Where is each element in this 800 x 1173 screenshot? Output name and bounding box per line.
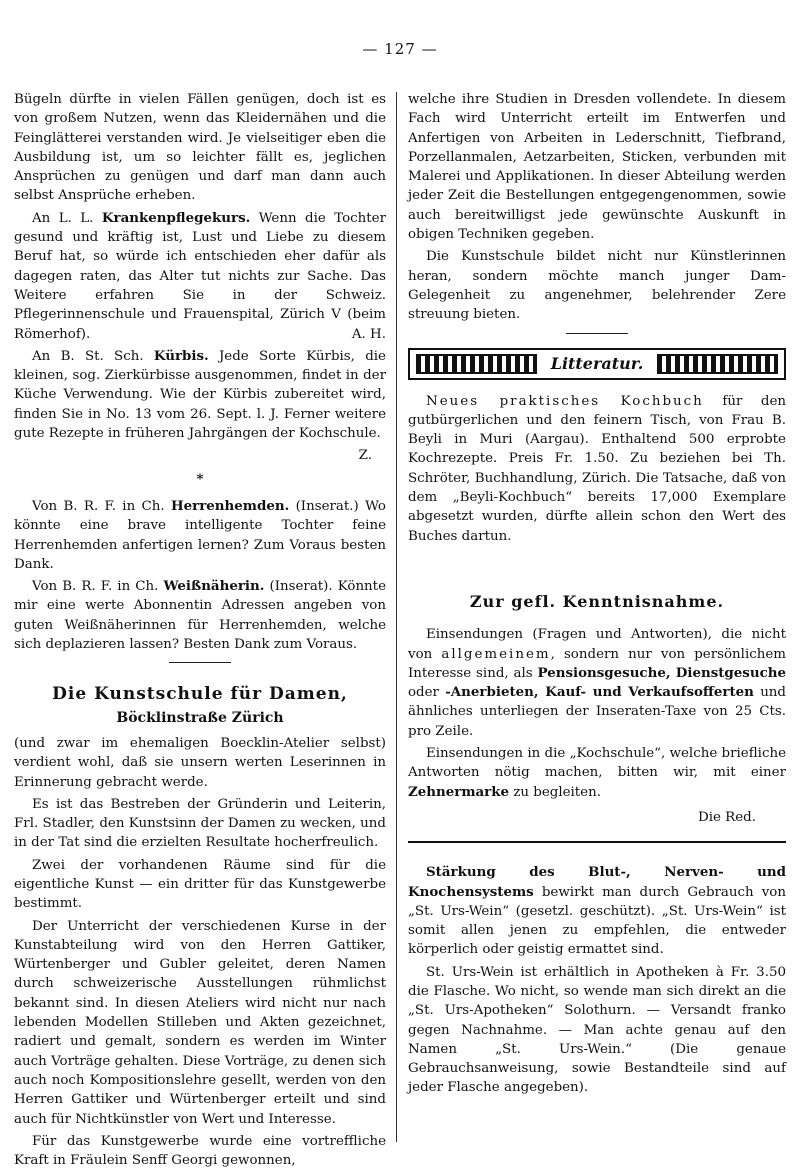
kunstschule-paragraph: Der Unterricht der verschiedenen Kurse in der Kunstabteilung wird von den Herren Gattiker, Würtenberger und Gubler geleitet, deren Namen durch schweizerische Ausstellungen rühmlichst bekannt sind. In diesen Ateliers wird nicht nur nach lebenden Modellen Stilleben und Akten gezeichnet, radiert und gemalt, sondern es werden im Winter auch Vorträge gehalten. Diese Vorträge, zu denen sich auch noch Kompositionslehre gesellt, werden von den Herren Gattiker und Würtenberger erteilt und sind auch für Nichtkünstler von Wert und Interesse. bbox=[14, 918, 386, 1127]
book-title: Neues praktisches Kochbuch bbox=[426, 393, 704, 409]
answer-recipient: An B. St. Sch. bbox=[32, 348, 144, 364]
notice-kochschule bbox=[408, 744, 786, 802]
litteratur-title: Litteratur. bbox=[550, 353, 644, 373]
notice-einsendungen bbox=[408, 625, 786, 741]
page-number: — 127 — bbox=[362, 40, 438, 58]
left-column bbox=[14, 90, 386, 1173]
topic-kürbis: Kürbis. bbox=[153, 347, 209, 364]
advert-text: bewirkt man durch Gebrauch von „St. Urs-Wein“ (gesetzl. geschützt). „St. Urs-Wein“ ist somit allen jenen zu empfehlen, die entweder körperlich oder geistig ermattet sind. bbox=[408, 884, 786, 958]
answer-text: Wenn die Tochter gesund und kräftig ist, Lust und Liebe zu diesem Beruf hat, so würde ich entschieden eher dafür als dagegen raten, das Alter tut nichts zur Sache. Das Weitere erfahren Sie in der Schweiz. Pflegerinnenschule und Frauenspital, Zürich V (beim Römerhof). bbox=[14, 210, 387, 342]
notice-text: oder bbox=[408, 685, 439, 701]
section-rule bbox=[566, 333, 628, 334]
notice-emphasis: allgemeinem bbox=[441, 646, 551, 662]
question-text: (Inserat.) Wo könnte eine brave intelligente Tochter feine Herrenhemden anfertigen lernen? Zum Voraus besten Dank. bbox=[14, 498, 386, 572]
heading-kunstschule: Die Kunstschule für Damen, bbox=[52, 684, 348, 705]
question-sender: Von B. R. F. in Ch. bbox=[32, 579, 159, 595]
notice-text: , sondern nur von persönlichem Interesse sind, als bbox=[408, 646, 786, 681]
ornament-right bbox=[657, 354, 778, 374]
topic-herrenhemden: Herrenhemden. bbox=[171, 497, 290, 514]
advert-headline: Stärkung des Blut-, Nerven- und Knochensystems bbox=[408, 864, 786, 900]
section-rule-thick bbox=[408, 841, 786, 843]
signature-red: Die Red. bbox=[697, 809, 756, 825]
topic-krankenpflegekurs: Krankenpflegekurs. bbox=[101, 209, 251, 226]
kunstschule-paragraph: (und zwar im ehemaligen Boecklin-Atelier selbst) verdient wohl, daß sie unsern werten Leserinnen in Erinnerung gebracht werde. bbox=[14, 735, 386, 790]
right-column bbox=[408, 90, 786, 1101]
notice-text: Einsendungen in die „Kochschule“, welche briefliche Antworten nötig machen, bitten wir, mit einer bbox=[408, 746, 786, 781]
question-text: (Inserat). Könnte mir eine werte Abonnentin Adressen angeben von guten Weißnäherinnen für Herrenhemden, welche sich deplazieren lassen? Besten Dank zum Voraus. bbox=[14, 579, 386, 653]
answer-recipient: An L. L. bbox=[32, 210, 94, 226]
advert-urs-wein-details: St. Urs-Wein ist erhältlich in Apotheken à Fr. 3.50 die Flasche. Wo nicht, so wende man sich direkt an die „St. Urs-Apotheken“ Solothurn. — Versandt franko gegen Nachnahme. — Man achte genau auf den Namen „St. Urs-Wein.“ (Die genaue Gebrauchsanweisung, sowie Bestandteile sind auf jeder Flasche angegeben). bbox=[408, 964, 786, 1096]
notice-bold: Zehnermarke bbox=[408, 783, 510, 800]
kunstschule-paragraph: Zwei der vorhandenen Räume sind für die eigentliche Kunst — ein dritter für das Kunstgewerbe bestimmt. bbox=[14, 857, 386, 912]
kunstschule-closing: Die Kunstschule bildet nicht nur Künstlerinnen heran, sondern möchte manch junger Dam- Gelegenheit zu angenehmer, belehrender Zere streuung bieten. bbox=[408, 249, 786, 323]
section-rule bbox=[169, 662, 231, 663]
subheading-böcklinstrasse: Böcklinstraße Zürich bbox=[116, 709, 284, 726]
heading-kenntnisnahme: Zur gefl. Kenntnisnahme. bbox=[469, 591, 725, 611]
column-divider bbox=[396, 92, 397, 1142]
book-review bbox=[408, 392, 786, 546]
notice-bold: Pensionsgesuche, Dienstgesuche bbox=[537, 664, 786, 681]
litteratur-banner bbox=[408, 348, 786, 380]
question-sender: Von B. R. F. in Ch. bbox=[32, 498, 165, 514]
advert-urs-wein bbox=[408, 863, 786, 959]
signature-ah: A. H. bbox=[351, 326, 386, 342]
question-weißnäherin bbox=[14, 577, 386, 654]
topic-weißnäherin: Weißnäherin. bbox=[163, 578, 265, 595]
ornament-left bbox=[416, 354, 537, 374]
answer-kürbis bbox=[14, 347, 386, 443]
section-star: * bbox=[196, 470, 204, 487]
notice-bold: -Anerbieten, Kauf- und Verkaufsofferten bbox=[445, 684, 754, 701]
signature-z: Z. bbox=[358, 448, 372, 464]
answer-text: Jede Sorte Kürbis, die kleinen, sog. Zierkürbisse ausgenommen, findet in der Küche Verwendung. Wie der Kürbis zubereitet wird, finden Sie in No. 13 vom 26. Sept. l. J. Ferner weitere gute Rezepte in früheren Jahrgängen der Kochschule. bbox=[14, 348, 386, 442]
kunstschule-continued: welche ihre Studien in Dresden vollendete. In diesem Fach wird Unterricht erteilt im Entwerfen und Anfertigen von Arbeiten in Lederschnitt, Tiefbrand, Porzellanmalen, Aetzarbeiten, Sticken, verbunden mit Malerei und Applikationen. In dieser Abteilung werden jeder Zeit die Bestellungen entgegengenommen, sowie auch bereitwilligst jede gewünschte Auskunft in obigen Techniken gegeben. bbox=[408, 92, 786, 243]
notice-text: zu begleiten. bbox=[513, 784, 601, 800]
book-review-text: für den gutbürgerlichen und den feinern Tisch, von Frau B. Beyli in Muri (Aargau). Enthaltend 500 erprobte Kochrezepte. Preis Fr. 1.50. Zu beziehen bei Th. Schröter, Buchhandlung, Zürich. Die Tatsache, daß von dem „Beyli-Kochbuch“ bereits 17,000 Exemplare abgesetzt wurden, dürfte allein schon den Wert des Buches dartun. bbox=[408, 393, 786, 544]
paragraph-bügeln: Bügeln dürfte in vielen Fällen genügen, doch ist es von großem Nutzen, wenn das Kleidernähen und die Feinglätterei verstanden wird. Je vielseitiger eben die Ausbildung ist, um so leichter fällt es, jeglichen Ansprüchen zu genügen und darf man dann auch selbst Ansprüche erheben. bbox=[14, 92, 386, 204]
kunstschule-paragraph: Es ist das Bestreben der Gründerin und Leiterin, Frl. Stadler, den Kunstsinn der Damen zu wecken, und in der Tat sind die erzielten Resultate hocherfreulich. bbox=[14, 796, 386, 851]
question-herrenhemden bbox=[14, 497, 386, 574]
kunstschule-paragraph: Für das Kunstgewerbe wurde eine vortreffliche Kraft in Fräulein Senff Georgi gewonnen, bbox=[14, 1133, 386, 1169]
notice-text: Einsendungen (Fragen und Antworten), die nicht von bbox=[408, 627, 786, 662]
answer-krankenpflegekurs bbox=[14, 209, 386, 344]
notice-text: und ähnliches unterliegen der Inseraten-Taxe von 25 Cts. pro Zeile. bbox=[408, 685, 787, 739]
